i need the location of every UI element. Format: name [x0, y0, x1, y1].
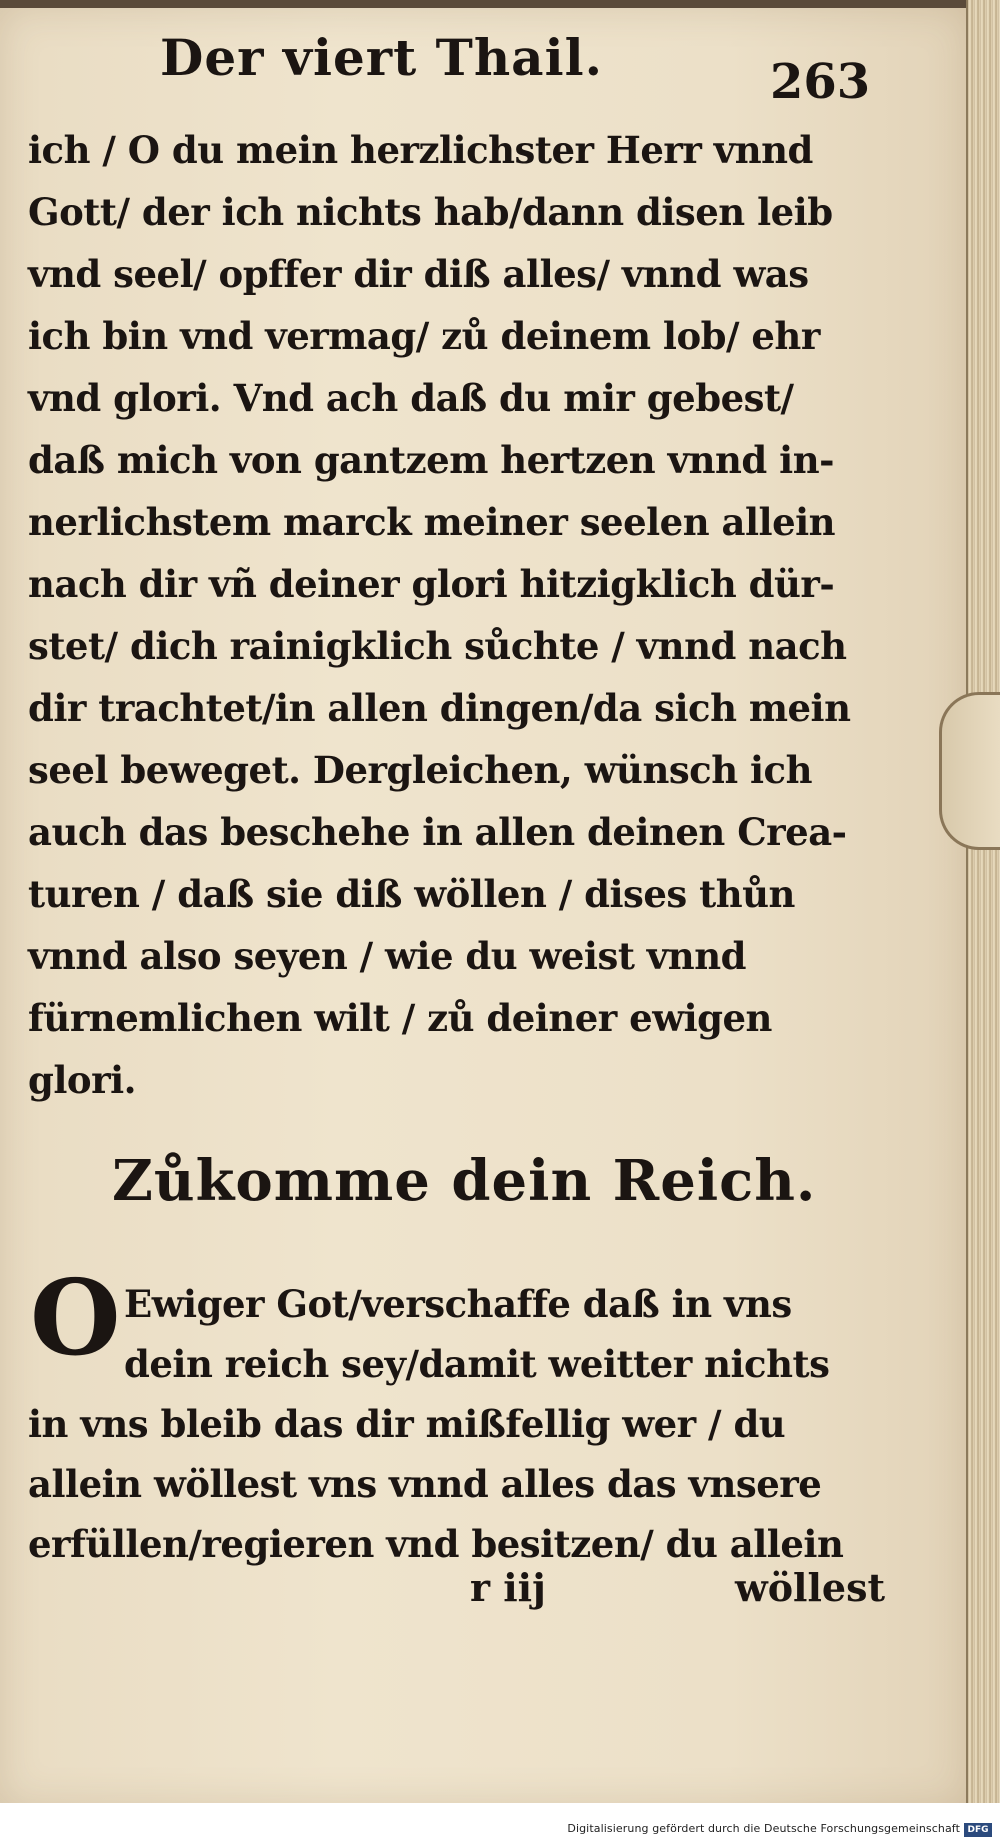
text-line: dein reich sey/damit weitter nichts [124, 1342, 830, 1386]
text-line: Gott/ der ich nichts hab/dann disen leib [28, 190, 833, 234]
text-line: erfüllen/regieren vnd besitzen/ du allein [28, 1522, 844, 1566]
page-number: 263 [770, 54, 871, 110]
text-line: stet/ dich rainigklich sůchte / vnnd nach [28, 624, 847, 668]
text-line: fürnemlichen wilt / zů deiner ewigen [28, 996, 772, 1040]
text-line: vnd seel/ opffer dir diß alles/ vnnd was [28, 252, 809, 296]
text-line: vnd glori. Vnd ach daß du mir gebest/ [28, 376, 794, 420]
text-line: daß mich von gantzem hertzen vnnd in- [28, 438, 834, 482]
text-line: turen / daß sie diß wöllen / dises thůn [28, 872, 795, 916]
digitization-credit: Digitalisierung gefördert durch die Deutsche Forschungsgemeinschaft [567, 1822, 960, 1835]
running-head: Der viert Thail. [160, 28, 603, 87]
text-line: Ewiger Got/verschaffe daß in vns [124, 1282, 792, 1326]
signature-mark: r iij [470, 1565, 546, 1610]
credit-bar [0, 1803, 1000, 1841]
text-line: ich bin vnd vermag/ zů deinem lob/ ehr [28, 314, 820, 358]
dfg-logo-icon: DFG [964, 1823, 992, 1837]
section-heading: Zůkomme dein Reich. [112, 1148, 817, 1214]
bookmark-tab [939, 692, 1000, 850]
text-line: glori. [28, 1058, 137, 1102]
text-line: seel beweget. Dergleichen, wünsch ich [28, 748, 812, 792]
text-line: nerlichstem marck meiner seelen allein [28, 500, 836, 544]
text-line: auch das beschehe in allen deinen Crea- [28, 810, 847, 854]
text-line: nach dir vñ deiner glori hitzigklich dür- [28, 562, 835, 606]
page-edge-stack [966, 0, 1000, 1841]
drop-initial: O [30, 1256, 121, 1379]
text-line: vnnd also seyen / wie du weist vnnd [28, 934, 746, 978]
text-line: dir trachtet/in allen dingen/da sich mein [28, 686, 851, 730]
text-line: ich / O du mein herzlichster Herr vnnd [28, 128, 813, 172]
text-line: allein wöllest vns vnnd alles das vnsere [28, 1462, 822, 1506]
text-line: in vns bleib das dir mißfellig wer / du [28, 1402, 786, 1446]
catchword: wöllest [735, 1565, 886, 1610]
